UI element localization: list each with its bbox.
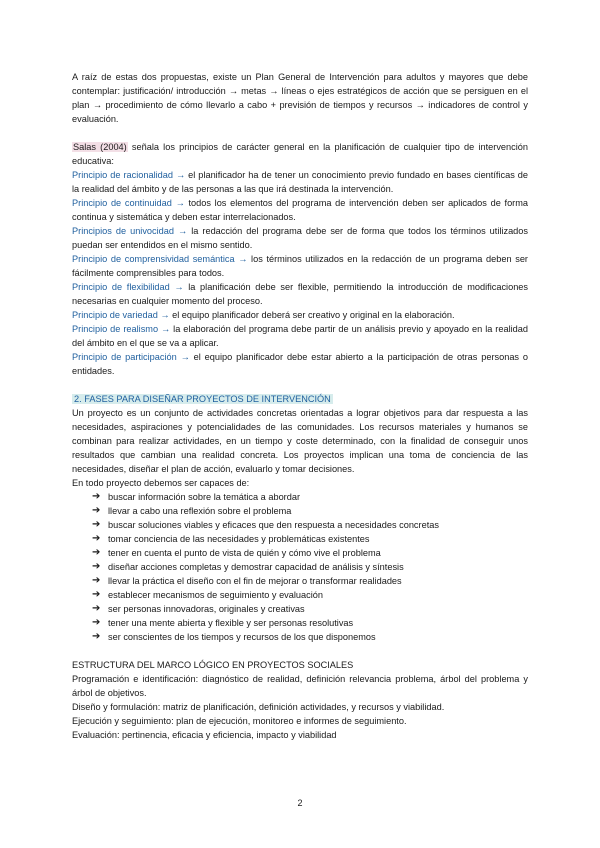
intro-paragraph: A raíz de estas dos propuestas, existe un Plan General de Intervención para adultos y mayores que debe contemplar: justificación/ introducción → metas → líneas o ejes estratégicos de acción que se persiguen en el plan → procedimiento de cómo llevarlo a cabo + previsión de tiempos y recursos → indicadores de control y evaluación. bbox=[72, 72, 528, 124]
principle-item bbox=[72, 224, 528, 252]
document-page bbox=[72, 70, 528, 742]
list-item-text: tomar conciencia de las necesidades y problemáticas existentes bbox=[108, 534, 370, 544]
principle-text: el equipo planificador debe estar abierto a la participación de otras personas o entidades. bbox=[72, 352, 528, 376]
spacer bbox=[72, 126, 528, 140]
arrow-icon: ➔ bbox=[92, 519, 101, 530]
principle-text: el equipo planificador deberá ser creativo y original en la elaboración. bbox=[169, 310, 455, 320]
arrow-icon: ➔ bbox=[92, 491, 101, 502]
principle-text: la planificación debe ser flexible, permitiendo la introducción de modificaciones necesarias en cualquier momento del proceso. bbox=[72, 282, 529, 306]
salas-text: señala los principios de carácter general en la planificación de cualquier tipo de intervención educativa: bbox=[72, 142, 528, 166]
principle-name: Principios de univocidad → bbox=[72, 226, 188, 236]
section-heading-text: 2. FASES PARA DISEÑAR PROYECTOS DE INTERVENCIÓN bbox=[74, 394, 331, 404]
section-heading bbox=[72, 392, 528, 406]
list-item bbox=[92, 490, 528, 504]
marco-line: Evaluación: pertinencia, eficacia y eficiencia, impacto y viabilidad bbox=[72, 730, 337, 740]
citation-highlight: Salas (2004) bbox=[73, 142, 127, 152]
list-item-text: ser conscientes de los tiempos y recursos de los que disponemos bbox=[108, 632, 376, 642]
list-item bbox=[92, 630, 528, 644]
principle-item bbox=[72, 308, 528, 322]
list-item bbox=[92, 546, 528, 560]
principle-name: Principio de flexibilidad → bbox=[72, 282, 184, 292]
section-body: Un proyecto es un conjunto de actividades concretas orientadas a lograr objetivos para dar respuesta a las necesidades, aspiraciones y potencialidades de las comunidades. Los recursos materiales y humanos se combinan para realizar actividades, en un tiempo y coste determinado, con la finalidad de conseguir unos resultados que cambian una realidad concreta. Los proyectos implican una toma de conciencia de las necesidades, diseñar el plan de acción, evaluarlo y tomar decisiones. bbox=[72, 408, 528, 474]
principle-name: Principio de continuidad → bbox=[72, 198, 185, 208]
principle-text: todos los elementos del programa de intervención deben ser aplicados de forma continua y sistemática y deben estar interrelacionados. bbox=[72, 198, 529, 222]
principle-name: Principio de realismo → bbox=[72, 324, 171, 334]
principle-item bbox=[72, 280, 528, 308]
list-item-text: buscar información sobre la temática a abordar bbox=[108, 492, 301, 502]
list-item bbox=[92, 560, 528, 574]
list-item-text: establecer mecanismos de seguimiento y evaluación bbox=[108, 590, 324, 600]
principle-item bbox=[72, 252, 528, 280]
marco-line: Diseño y formulación: matriz de planificación, definición actividades, y recursos y viabilidad. bbox=[72, 702, 445, 712]
list-item bbox=[92, 588, 528, 602]
principle-name: Principio de racionalidad → bbox=[72, 170, 186, 180]
salas-paragraph bbox=[72, 140, 528, 168]
principle-item bbox=[72, 196, 528, 224]
list-item-text: tener una mente abierta y flexible y ser personas resolutivas bbox=[108, 618, 354, 628]
principle-text: los términos utilizados en la redacción de un programa deben ser fácilmente comprensibles para todos. bbox=[72, 254, 528, 278]
principle-text: la elaboración del programa debe partir de un análisis previo y apoyado en la realidad del ámbito en el que se va a aplicar. bbox=[72, 324, 528, 348]
marco-line: Programación e identificación: diagnóstico de realidad, definición relevancia problema, árbol del problema y árbol de objetivos. bbox=[72, 674, 528, 698]
principle-item bbox=[72, 350, 528, 378]
list-item-text: llevar la práctica el diseño con el fin de mejorar o transformar realidades bbox=[108, 576, 402, 586]
principles-list bbox=[72, 168, 528, 378]
list-item bbox=[92, 532, 528, 546]
marco-line: Ejecución y seguimiento: plan de ejecución, monitoreo e informes de seguimiento. bbox=[72, 716, 407, 726]
principle-name: Principio de variedad → bbox=[72, 310, 170, 320]
list-item bbox=[92, 574, 528, 588]
list-item-text: tener en cuenta el punto de vista de quién y cómo vive el problema bbox=[108, 548, 381, 558]
marco-heading: ESTRUCTURA DEL MARCO LÓGICO EN PROYECTOS SOCIALES bbox=[72, 660, 354, 670]
principle-item bbox=[72, 168, 528, 196]
arrow-icon: ➔ bbox=[92, 561, 101, 572]
list-item-text: buscar soluciones viables y eficaces que den respuesta a necesidades concretas bbox=[108, 520, 439, 530]
arrow-icon: ➔ bbox=[92, 533, 101, 544]
arrow-icon: ➔ bbox=[92, 505, 101, 516]
list-item bbox=[92, 616, 528, 630]
principle-text: el planificador ha de tener un conocimiento previo fundado en bases científicas de la realidad del ámbito y de las personas a las que irá destinada la intervención. bbox=[72, 170, 529, 194]
list-item bbox=[92, 504, 528, 518]
list-item-text: diseñar acciones completas y demostrar capacidad de análisis y síntesis bbox=[108, 562, 404, 572]
arrow-icon: ➔ bbox=[92, 575, 101, 586]
arrow-icon: ➔ bbox=[92, 547, 101, 558]
arrow-icon: ➔ bbox=[92, 603, 101, 614]
arrow-icon: ➔ bbox=[92, 589, 101, 600]
section-lead: En todo proyecto debemos ser capaces de: bbox=[72, 478, 250, 488]
arrow-icon: ➔ bbox=[92, 631, 101, 642]
principle-item bbox=[72, 322, 528, 350]
principle-text: la redacción del programa debe ser de forma que todos los términos utilizados puedan ser entendidos en el mismo sentido. bbox=[72, 226, 528, 250]
page-number: 2 bbox=[297, 798, 303, 808]
list-item-text: ser personas innovadoras, originales y creativas bbox=[108, 604, 305, 614]
list-item bbox=[92, 518, 528, 532]
list-item-text: llevar a cabo una reflexión sobre el problema bbox=[108, 506, 292, 516]
list-item bbox=[92, 602, 528, 616]
capabilities-list bbox=[72, 490, 528, 644]
arrow-icon: ➔ bbox=[92, 617, 101, 628]
principle-name: Principio de participación → bbox=[72, 352, 190, 362]
spacer bbox=[72, 644, 528, 658]
principle-name: Principio de comprensividad semántica → bbox=[72, 254, 248, 264]
spacer bbox=[72, 378, 528, 392]
